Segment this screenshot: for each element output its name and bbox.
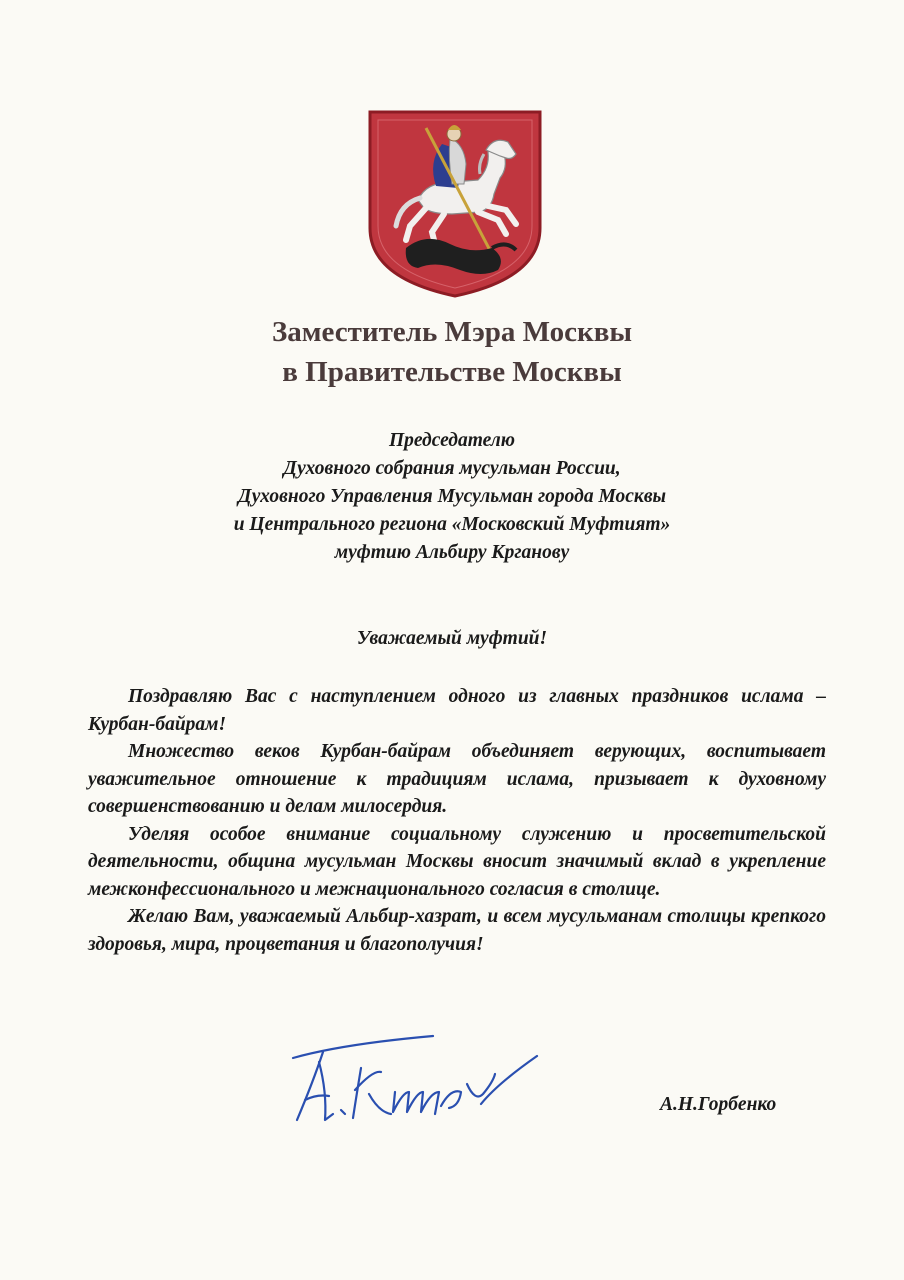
addressee-line: муфтию Альбиру Крганову bbox=[334, 542, 570, 563]
addressee-line: Председателю bbox=[388, 430, 516, 451]
addressee-line: и Центрального региона «Московский Муфтият» bbox=[233, 514, 671, 535]
signer-name: А.Н.Горбенко bbox=[660, 1094, 777, 1115]
body-paragraph: Множество веков Курбан-байрам объединяет верующих, воспитывает уважительное отношение к традициям ислама, призывает к духовному совершенствованию и делам милосердия. bbox=[88, 741, 826, 817]
moscow-coat-of-arms-icon bbox=[366, 108, 544, 300]
body-paragraph: Поздравляю Вас с наступлением одного из главных праздников ислама – Курбан-байрам! bbox=[88, 686, 826, 735]
addressee-line: Духовного Управления Мусульман города Москвы bbox=[237, 486, 667, 507]
letter-body bbox=[88, 683, 826, 958]
header-title-line1: Заместитель Мэра Москвы bbox=[271, 316, 633, 348]
salutation: Уважаемый муфтий! bbox=[356, 628, 548, 649]
body-paragraph: Уделяя особое внимание социальному служению и просветительской деятельности, община мусульман Москвы вносит значимый вклад в укрепление межконфессионального и межнационального согласия в столице. bbox=[88, 823, 826, 900]
addressee-line: Духовного собрания мусульман России, bbox=[283, 458, 621, 479]
body-paragraph: Желаю Вам, уважаемый Альбир-хазрат, и всем мусульманам столицы крепкого здоровья, мира, процветания и благополучия! bbox=[88, 906, 826, 955]
header-title-line2: в Правительстве Москвы bbox=[282, 356, 622, 388]
handwritten-signature-icon bbox=[283, 1022, 545, 1132]
